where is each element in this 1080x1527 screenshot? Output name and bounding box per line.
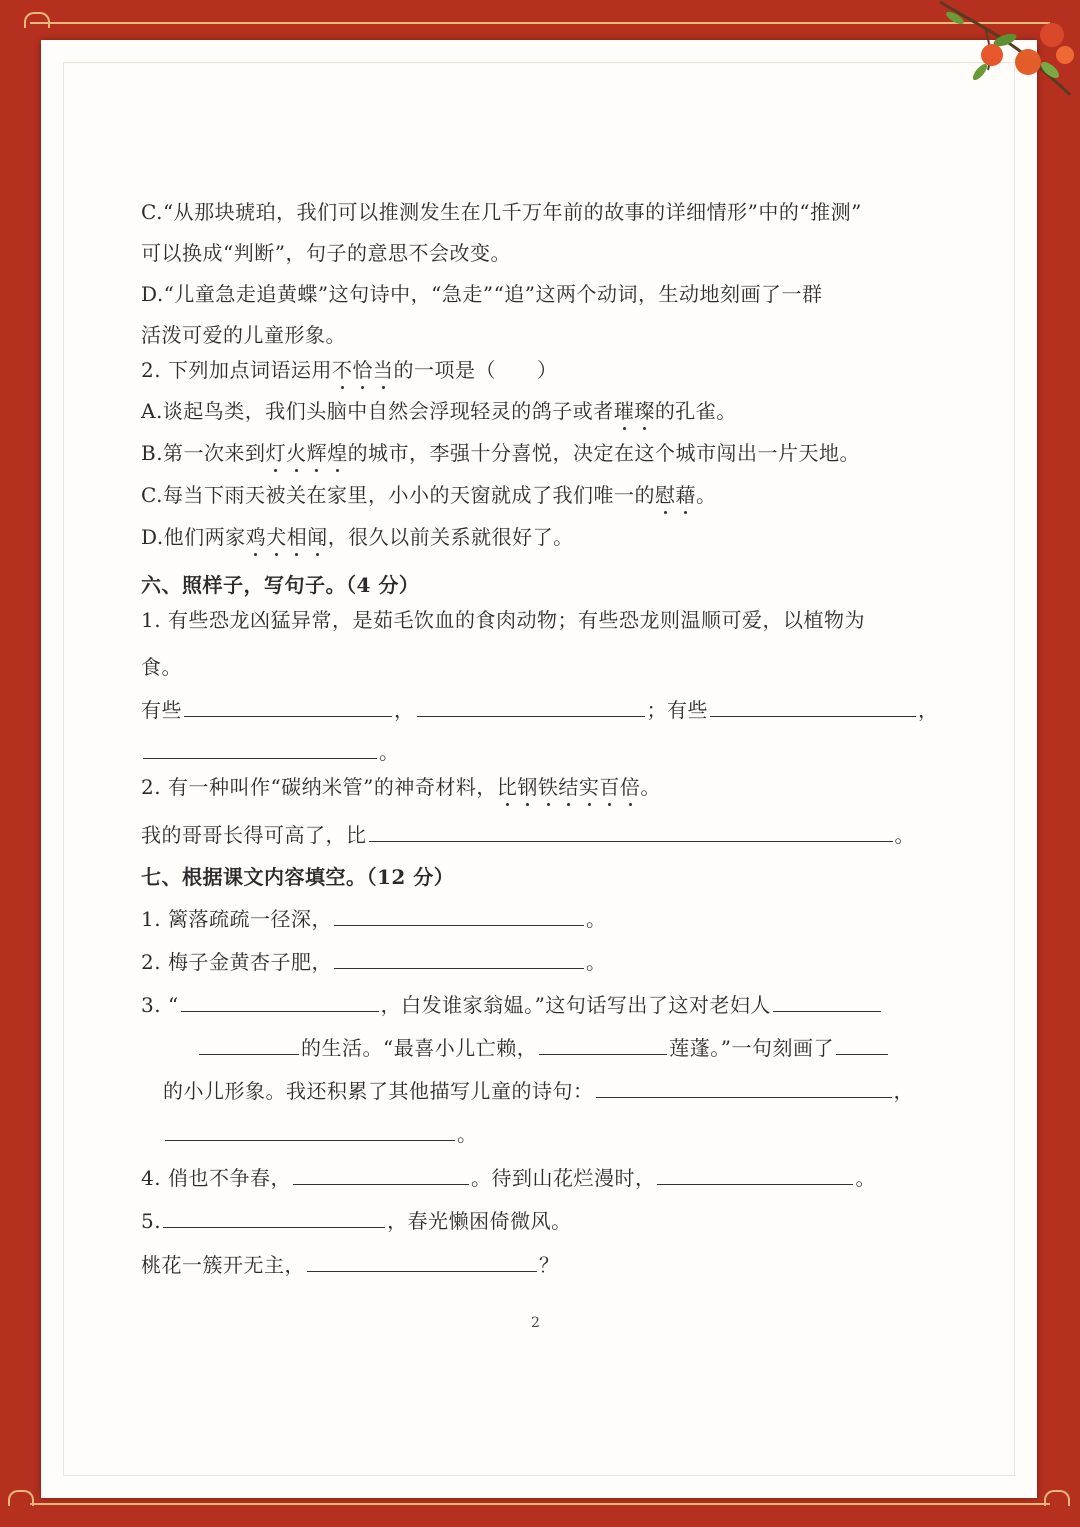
answer-blank[interactable]: [199, 1034, 299, 1055]
answer-blank[interactable]: [163, 1207, 385, 1228]
answer-blank[interactable]: [165, 1120, 455, 1141]
q2-option-d: D.他们两家鸡犬相闻，很久以前关系就很好了。: [141, 525, 574, 549]
q1-option-d-line2: 活泼可爱的儿童形象。: [141, 323, 346, 347]
s7-q5-line2: 桃花一簇开无主， ？: [141, 1253, 560, 1277]
answer-blank[interactable]: [334, 948, 584, 969]
emphasis-dotted-char: 钢: [517, 775, 538, 799]
answer-blank[interactable]: [596, 1077, 892, 1098]
bottom-right-ornament: [1044, 1490, 1070, 1506]
emphasis-dotted-char: 璨: [634, 399, 655, 423]
q2-dotted-words: [332, 358, 394, 382]
emphasis-dotted-char: 辉: [306, 441, 328, 465]
q2-c-dotted-words: [655, 483, 696, 507]
emphasis-dotted-char: 百: [599, 775, 620, 799]
s6-q2-dotted-words: [497, 775, 641, 799]
answer-blank[interactable]: [710, 696, 916, 717]
s7-q5: 5. ，春光懒困倚微风。: [141, 1209, 572, 1233]
answer-blank[interactable]: [773, 991, 881, 1012]
s7-q3-line2: 的生活。“最喜小儿亡赖， 莲蓬。”一句刻画了: [197, 1034, 890, 1062]
q2-b-dotted-words: [266, 441, 348, 465]
answer-blank[interactable]: [184, 696, 392, 717]
bottom-gold-line: [30, 1503, 1050, 1505]
emphasis-dotted-char: 火: [286, 441, 307, 465]
q2-option-c: C.每当下雨天被关在家里，小小的天窗就成了我们唯一的慰藉。: [141, 483, 717, 507]
s6-q1-fill-line2: 。: [141, 738, 400, 766]
s7-q3-line1: 3. “ ，白发谁家翁媪。”这句话写出了这对老妇人: [141, 991, 883, 1019]
answer-blank[interactable]: [307, 1251, 537, 1272]
s7-q4: 4. 俏也不争春， 。待到山花烂漫时， 。: [141, 1166, 876, 1190]
s6-q1-line1: 1. 有些恐龙凶猛异常，是茹毛饮血的食肉动物；有些恐龙则温顺可爱，以植物为: [141, 608, 865, 632]
emphasis-dotted-char: 藉: [675, 483, 696, 507]
s7-q3-line4: 。: [163, 1120, 478, 1148]
emphasis-dotted-char: 比: [496, 775, 518, 799]
q1-option-d-line1: D.“儿童急走追黄蝶”这句诗中，“急走”“追”这两个动词，生动地刻画了一群: [141, 282, 823, 306]
bottom-left-ornament: [8, 1490, 34, 1506]
emphasis-dotted-char: 铁: [537, 775, 559, 799]
worksheet-page: [41, 40, 1037, 1498]
answer-blank[interactable]: [657, 1164, 853, 1185]
s7-q3-line3: 的小儿形象。我还积累了其他描写儿童的诗句： ，: [163, 1079, 914, 1103]
s6-q2-fill: 我的哥哥长得可高了，比 。: [141, 823, 915, 847]
emphasis-dotted-char: 恰: [352, 358, 373, 382]
emphasis-dotted-char: 璀: [613, 399, 635, 423]
persimmon-branch-icon: [930, 0, 1080, 120]
answer-blank[interactable]: [539, 1034, 667, 1055]
answer-blank[interactable]: [181, 991, 379, 1012]
emphasis-dotted-char: 犬: [266, 525, 287, 549]
emphasis-dotted-char: 当: [372, 358, 394, 382]
answer-blank[interactable]: [334, 905, 584, 926]
answer-blank[interactable]: [417, 696, 645, 717]
emphasis-dotted-char: 实: [578, 775, 600, 799]
emphasis-dotted-char: 鸡: [245, 525, 267, 549]
s7-q1: 1. 篱落疏疏一径深， 。: [141, 907, 607, 931]
top-left-ornament: [24, 12, 50, 28]
answer-blank[interactable]: [293, 1164, 469, 1185]
answer-blank[interactable]: [143, 738, 377, 759]
s6-q1-fill-line1: 有些 ， ；有些 ，: [141, 698, 939, 722]
emphasis-dotted-char: 相: [286, 525, 308, 549]
emphasis-dotted-char: 结: [558, 775, 579, 799]
answer-blank[interactable]: [369, 821, 893, 842]
emphasis-dotted-char: 不: [331, 358, 353, 382]
q2-a-dotted-words: [614, 399, 655, 423]
emphasis-dotted-char: 慰: [654, 483, 676, 507]
q2-option-b: B.第一次来到灯火辉煌的城市，李强十分喜悦，决定在这个城市闯出一片天地。: [141, 441, 861, 465]
s6-q1-line2: 食。: [141, 655, 182, 679]
answer-blank[interactable]: [836, 1034, 888, 1055]
top-gold-line: [30, 22, 1050, 24]
page-number: 2: [531, 1315, 540, 1331]
q1-option-c-line2: 可以换成“判断”，句子的意思不会改变。: [141, 241, 511, 265]
q2-option-a: A.谈起鸟类，我们头脑中自然会浮现轻灵的鸽子或者璀璨的孔雀。: [141, 399, 737, 423]
q2-d-dotted-words: [246, 525, 328, 549]
section7-heading: 七、根据课文内容填空。（12 分）: [141, 865, 455, 889]
emphasis-dotted-char: 煌: [327, 441, 348, 465]
q1-option-c-line1: C.“从那块琥珀，我们可以推测发生在几千万年前的故事的详细情形”中的“推测”: [141, 200, 862, 224]
s7-q2: 2. 梅子金黄杏子肥， 。: [141, 950, 607, 974]
q2-stem: 2. 下列加点词语运用不恰当的一项是（ ）: [141, 358, 558, 382]
section6-heading: 六、照样子，写句子。（4 分）: [141, 573, 420, 597]
emphasis-dotted-char: 灯: [265, 441, 287, 465]
emphasis-dotted-char: 倍: [619, 775, 641, 799]
s6-q2-stem: 2. 有一种叫作“碳纳米管”的神奇材料，比钢铁结实百倍。: [141, 775, 661, 799]
emphasis-dotted-char: 闻: [307, 525, 328, 549]
